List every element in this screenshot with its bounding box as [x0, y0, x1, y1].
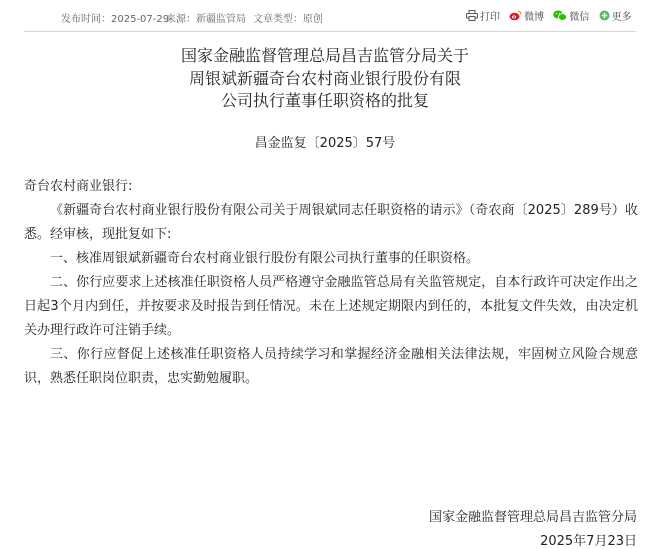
- document-body: [24, 175, 638, 391]
- signature-org: 国家金融监督管理总局昌吉监管分局: [428, 510, 637, 525]
- print-button[interactable]: [466, 8, 500, 23]
- wechat-share-button[interactable]: [553, 8, 589, 23]
- more-share-button[interactable]: [599, 8, 632, 23]
- signature-date: 2025年7月23日: [540, 534, 637, 549]
- printer-icon: [466, 10, 478, 21]
- weibo-label: 微博: [524, 12, 545, 23]
- print-label: 打印: [480, 12, 500, 23]
- share-toolbar: [466, 8, 638, 24]
- body-paragraph: 《新疆奇台农村商业银行股份有限公司关于周银斌同志任职资格的请示》（奇农商〔2025〕289号）收悉。经审核，现批复如下:: [24, 203, 638, 242]
- wechat-label: 微信: [569, 12, 590, 23]
- weibo-share-button[interactable]: [509, 8, 544, 23]
- article-type: 文章类型：原创: [253, 14, 323, 25]
- publish-time: 发布时间：2025-07-29: [61, 14, 170, 25]
- body-paragraph: 二、你行应要求上述核准任职资格人员严格遵守金融监管总局有关监管规定，自本行政许可决定作出之日起3个月内到任，并按要求及时报告到任情况。未在上述规定期限内到任的，本批复文件失效，由决定机关办理行政许可注销手续。: [24, 275, 638, 338]
- title-line: 公司执行董事任职资格的批复: [220, 91, 429, 110]
- more-label: 更多: [611, 12, 632, 23]
- document-title: [0, 45, 650, 113]
- header-divider: [24, 31, 636, 32]
- addressee: 奇台农村商业银行:: [24, 179, 133, 194]
- body-paragraph: 三、你行应督促上述核准任职资格人员持续学习和掌握经济金融相关法律法规，牢固树立风险合规意识，熟悉任职岗位职责，忠实勤勉履职。: [24, 347, 638, 386]
- title-line: 国家金融监督管理总局昌吉监管分局关于: [180, 46, 469, 65]
- article-source: 来源：新疆监管局: [166, 14, 246, 25]
- article-meta-bar: [0, 0, 650, 30]
- document-number: 昌金监复〔2025〕57号: [254, 136, 396, 151]
- body-paragraph: 一、核准周银斌新疆奇台农村商业银行股份有限公司执行董事的任职资格。: [50, 251, 480, 266]
- wechat-icon: [553, 10, 567, 21]
- plus-circle-icon: [599, 10, 610, 21]
- weibo-icon: [509, 10, 522, 21]
- title-line: 周银斌新疆奇台农村商业银行股份有限: [188, 68, 461, 88]
